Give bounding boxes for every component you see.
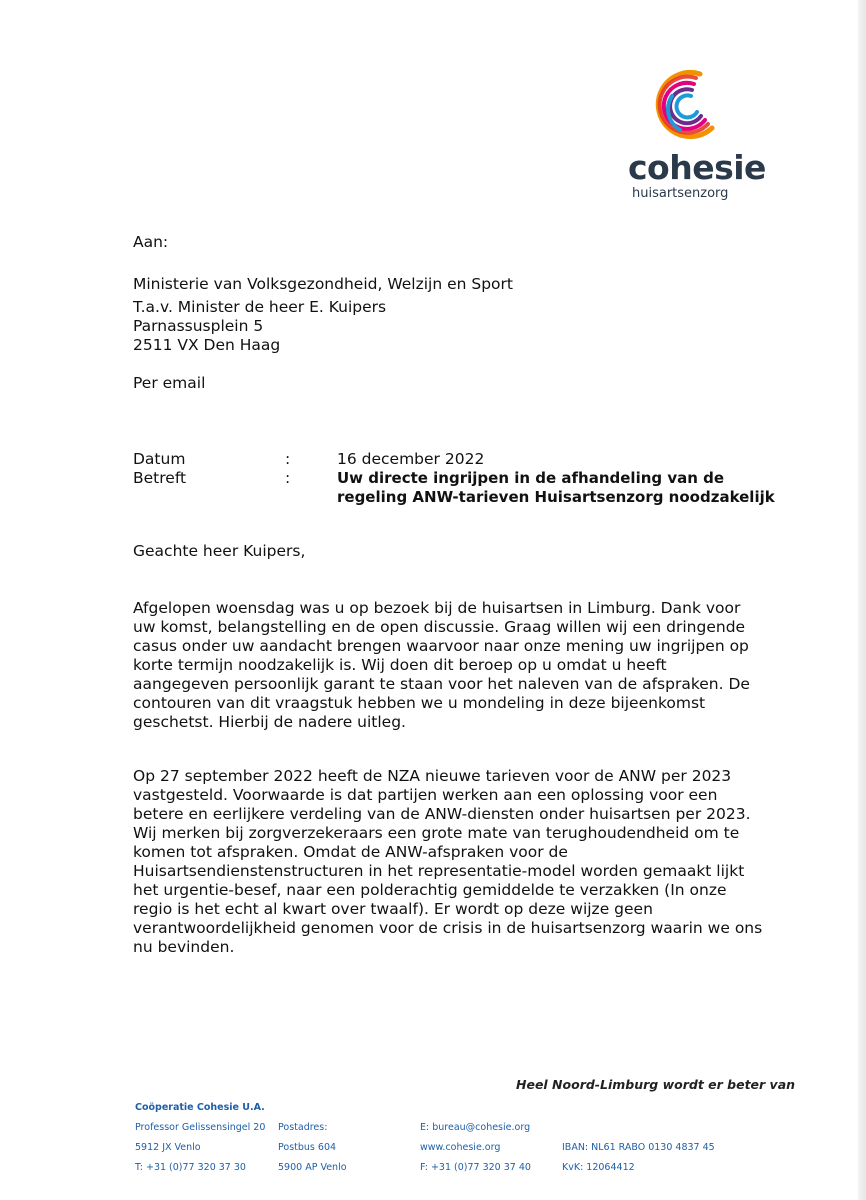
paragraph-line: aangegeven persoonlijk garant te staan voor het naleven van de afspraken. De bbox=[133, 675, 750, 693]
cohesie-logo bbox=[628, 66, 768, 206]
addressee-line: Ministerie van Volksgezondheid, Welzijn en Sport bbox=[133, 275, 513, 293]
betreft-label: Betreft bbox=[133, 469, 187, 487]
addressee-line: 2511 VX Den Haag bbox=[133, 336, 281, 354]
paragraph-line: vastgesteld. Voorwaarde is dat partijen werken aan een oplossing voor een bbox=[133, 786, 718, 804]
betreft-line-1: Uw directe ingrijpen in de afhandeling van de bbox=[337, 469, 725, 487]
paragraph-line: betere en eerlijkere verdeling van de ANW-diensten onder huisartsen per 2023. bbox=[133, 805, 751, 823]
footer-col-address bbox=[135, 1098, 265, 1178]
paragraph-line: het urgentie-besef, naar een polderachtig gemiddelde te verzakken (In onze bbox=[133, 881, 727, 899]
betreft-line-2: regeling ANW-tarieven Huisartsenzorg noodzakelijk bbox=[337, 488, 775, 506]
footer-org: Coöperatie Cohesie U.A. bbox=[135, 1102, 265, 1113]
footer-website[interactable]: www.cohesie.org bbox=[420, 1142, 501, 1153]
footer-postadres-label: Postadres: bbox=[278, 1122, 328, 1133]
footer-iban: IBAN: NL61 RABO 0130 4837 45 bbox=[562, 1142, 715, 1153]
paragraph-line: casus onder uw aandacht brengen waarvoor naar onze mening uw ingrijpen op bbox=[133, 637, 749, 655]
paragraph-line: geschetst. Hierbij de nadere uitleg. bbox=[133, 713, 406, 731]
paragraph-line: Afgelopen woensdag was u op bezoek bij de huisartsen in Limburg. Dank voor bbox=[133, 599, 741, 617]
paragraph-line: komen tot afspraken. Omdat de ANW-afspraken voor de bbox=[133, 843, 568, 861]
aan-label: Aan: bbox=[133, 233, 169, 251]
paragraph-line: Op 27 september 2022 heeft de NZA nieuwe tarieven voor de ANW per 2023 bbox=[133, 767, 732, 785]
footer-kvk: KvK: 12064412 bbox=[562, 1162, 635, 1173]
footer-post-city: 5900 AP Venlo bbox=[278, 1162, 347, 1173]
footer-tagline: Heel Noord-Limburg wordt er beter van bbox=[516, 1077, 796, 1092]
cohesie-rings-icon bbox=[650, 66, 730, 146]
paragraph-1 bbox=[133, 599, 758, 732]
footer-col-contact bbox=[420, 1118, 531, 1178]
datum-label: Datum bbox=[133, 450, 186, 468]
paragraph-line: regio is het echt al kwart over twaalf). Er wordt op deze wijze geen bbox=[133, 900, 653, 918]
salutation: Geachte heer Kuipers, bbox=[133, 542, 306, 560]
footer-postbus: Postbus 604 bbox=[278, 1142, 337, 1153]
per-email: Per email bbox=[133, 374, 206, 392]
page-edge bbox=[858, 0, 866, 1200]
datum-colon: : bbox=[285, 450, 291, 468]
datum-value: 16 december 2022 bbox=[337, 450, 485, 468]
betreft-colon: : bbox=[285, 469, 291, 487]
paragraph-2 bbox=[133, 767, 763, 957]
addressee-block bbox=[133, 275, 513, 355]
paragraph-line: nu bevinden. bbox=[133, 938, 235, 956]
footer-col-bank bbox=[562, 1138, 715, 1178]
footer-email[interactable]: E: bureau@cohesie.org bbox=[420, 1122, 531, 1133]
paragraph-line: contouren van dit vraagstuk hebben we u mondeling in deze bijeenkomst bbox=[133, 694, 706, 712]
footer-col-postadres bbox=[278, 1118, 347, 1178]
paragraph-line: Wij merken bij zorgverzekeraars een grote mate van terughoudendheid om te bbox=[133, 824, 740, 842]
addressee-line: T.a.v. Minister de heer E. Kuipers bbox=[133, 298, 387, 316]
paragraph-line: Huisartsendienstenstructuren in het representatie-model worden gemaakt lijkt bbox=[133, 862, 745, 880]
logo-name: cohesie bbox=[628, 148, 766, 187]
addressee-line: Parnassusplein 5 bbox=[133, 317, 264, 335]
paragraph-line: verantwoordelijkheid genomen voor de crisis in de huisartsenzorg waarin we ons bbox=[133, 919, 763, 937]
logo-subtitle: huisartsenzorg bbox=[632, 186, 729, 201]
footer-fax: F: +31 (0)77 320 37 40 bbox=[420, 1162, 531, 1173]
footer-phone: T: +31 (0)77 320 37 30 bbox=[135, 1162, 246, 1173]
paragraph-line: korte termijn noodzakelijk is. Wij doen dit beroep op u omdat u heeft bbox=[133, 656, 667, 674]
footer-address-1: Professor Gelissensingel 20 bbox=[135, 1122, 266, 1133]
paragraph-line: uw komst, belangstelling en de open discussie. Graag willen wij een dringende bbox=[133, 618, 746, 636]
footer-address-2: 5912 JX Venlo bbox=[135, 1142, 201, 1153]
